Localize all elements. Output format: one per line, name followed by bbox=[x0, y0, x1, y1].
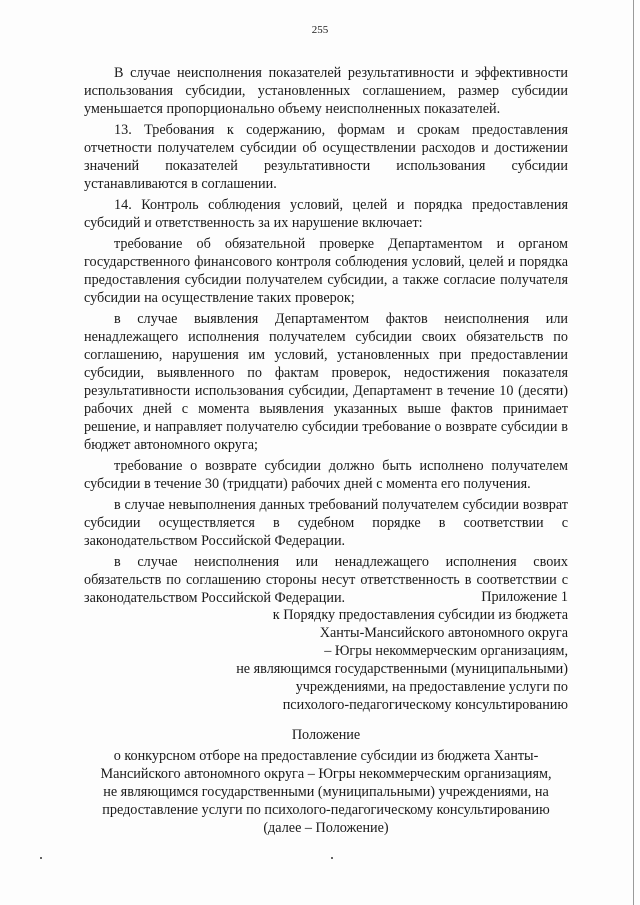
body-text bbox=[84, 64, 568, 610]
paragraph-violation-detection: в случае выявления Департаментом фактов неисполнения или ненадлежащего исполнения получателем субсидии своих обязательств по соглашению, нарушения им условий, установленных при предоставлении субсидии, выявленного по фактам проверок, недостижения показателя результативности использования субсидии, Департамент в течение 10 (десяти) рабочих дней с момента выявления указанных выше фактов принимает решение, и направляет получателю субсидии требование о возврате субсидии в бюджет автономного округа; bbox=[84, 311, 568, 453]
paragraph-court-recovery: в случае невыполнения данных требований получателем субсидии возврат субсидии осуществляется в судебном порядке в соответствии с законодательством Российской Федерации. bbox=[84, 497, 568, 549]
appendix-line: – Югры некоммерческим организациям, bbox=[324, 643, 568, 659]
regulation-heading bbox=[80, 726, 572, 837]
scan-speck bbox=[40, 857, 42, 859]
paragraph-14-control: 14. Контроль соблюдения условий, целей и порядка предоставления субсидий и ответственность за их нарушение включает: bbox=[84, 197, 568, 231]
appendix-line: Ханты-Мансийского автономного округа bbox=[319, 625, 568, 641]
paragraph-responsibility: в случае неисполнения или ненадлежащего исполнения своих обязательств по соглашению стороны несут ответственность в соответствии с законодательством Российской Федерации. bbox=[84, 554, 568, 606]
page-number: 255 bbox=[311, 24, 329, 36]
appendix-line: психолого-педагогическому консультированию bbox=[282, 697, 568, 713]
paragraph-return-deadline: требование о возврате субсидии должно быть исполнено получателем субсидии в течение 30 (тридцати) рабочих дней с момента его получения. bbox=[84, 458, 568, 492]
heading-line: не являющимся государственными (муниципальными) учреждениями, на bbox=[103, 784, 549, 800]
appendix-line: к Порядку предоставления субсидии из бюджета bbox=[272, 607, 568, 623]
heading-line: предоставление услуги по психолого-педагогическому консультированию bbox=[102, 802, 550, 818]
scan-edge-line bbox=[633, 0, 634, 905]
appendix-line: учреждениями, на предоставление услуги по bbox=[295, 679, 568, 695]
appendix-line: не являющимся государственными (муниципальными) bbox=[236, 661, 568, 677]
appendix-block bbox=[230, 588, 568, 714]
heading-line: (далее – Положение) bbox=[263, 820, 389, 836]
paragraph-subsidy-reduction: В случае неисполнения показателей результативности и эффективности использования субсидии, установленных соглашением, размер субсидии уменьшается пропорционально объему неисполненных показателей. bbox=[84, 65, 568, 117]
heading-line: о конкурсном отборе на предоставление субсидии из бюджета Ханты- bbox=[113, 748, 539, 764]
heading-line: Мансийского автономного округа – Югры некоммерческим организациям, bbox=[100, 766, 552, 782]
appendix-title: Приложение 1 bbox=[481, 589, 568, 605]
paragraph-13-reporting: 13. Требования к содержанию, формам и срокам предоставления отчетности получателем субсидии об осуществлении расходов и достижении значений показателей результативности использования субсидии устанавливаются в соглашении. bbox=[84, 122, 568, 192]
paragraph-inspection-requirement: требование об обязательной проверке Департаментом и органом государственного финансового контроля соблюдения условий, целей и порядка предоставления субсидии получателем субсидии, а также согласие получателя субсидии на осуществление таких проверок; bbox=[84, 236, 568, 306]
heading-title: Положение bbox=[291, 727, 361, 743]
scan-speck bbox=[331, 857, 333, 859]
